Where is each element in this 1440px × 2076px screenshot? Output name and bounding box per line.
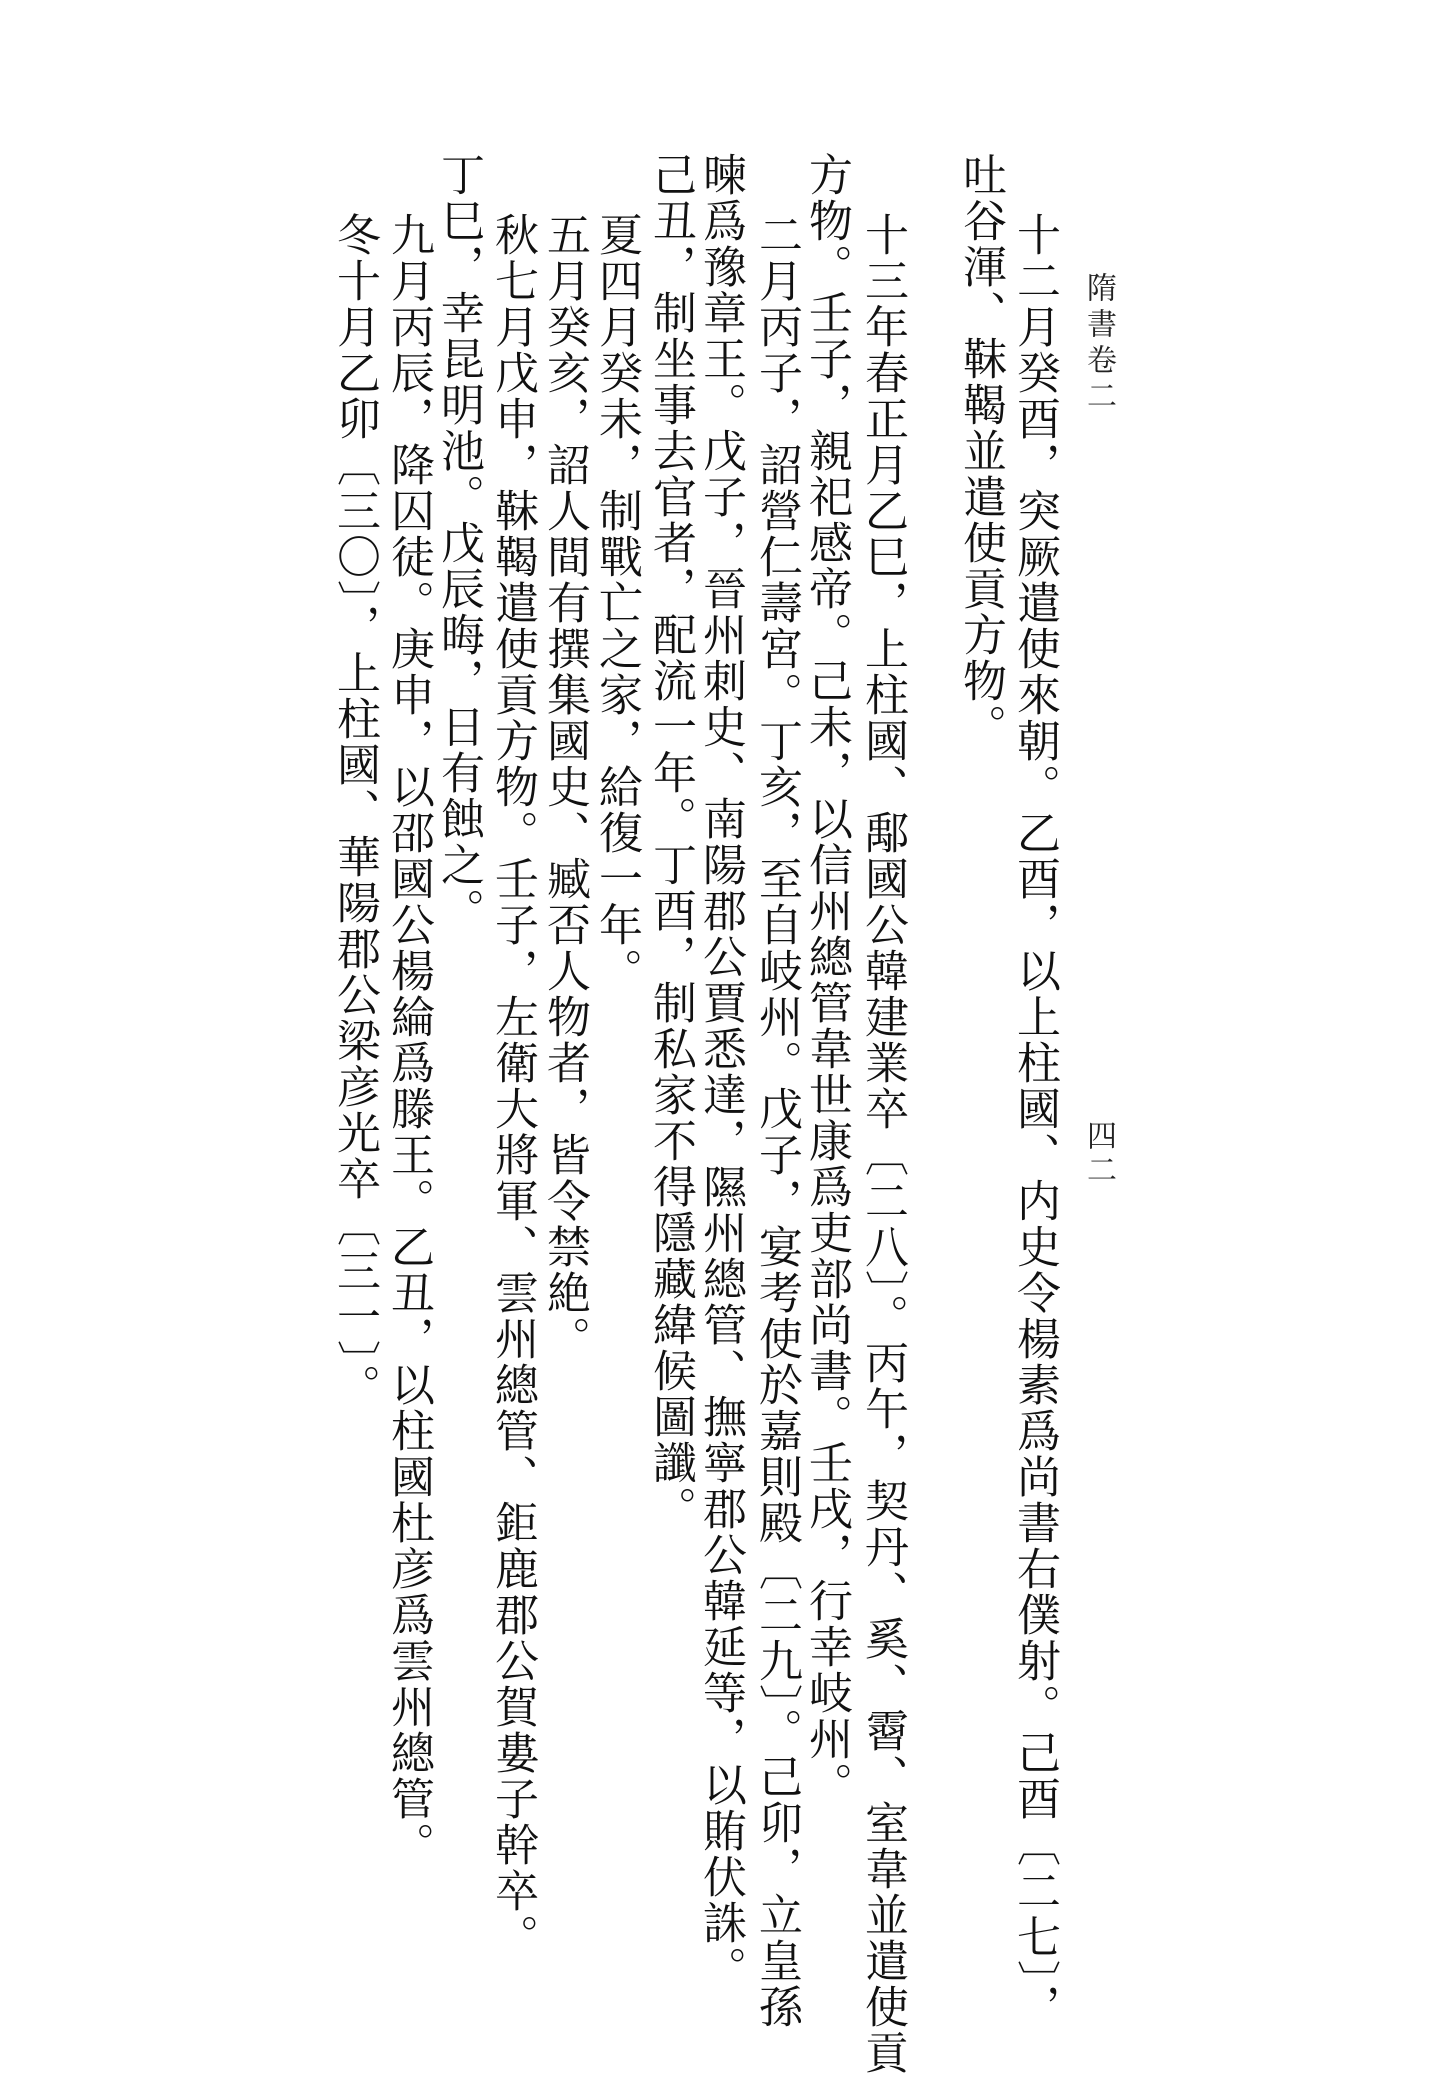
text-column: 二月丙子，詔營仁壽宮。丁亥，至自岐州。戊子，宴考使於嘉則殿〔二九〕。己卯，立皇孫	[751, 212, 802, 2030]
text-column: 暕爲豫章王。戊子，晉州刺史、南陽郡公賈悉達，隰州總管、撫寧郡公韓延等，以賄伏誅。	[695, 152, 746, 1992]
text-column: 方物。壬子，親祀感帝。己未，以信州總管韋世康爲吏部尚書。壬戌，行幸岐州。	[801, 152, 852, 1808]
text-column: 夏四月癸未，制戰亡之家，給復一年。	[591, 212, 642, 994]
running-header-title: 隋書卷二	[1081, 272, 1116, 416]
text-column: 九月丙辰，降囚徒。庚申，以邵國公楊綸爲滕王。乙丑，以柱國杜彦爲雲州總管。	[383, 212, 434, 1868]
text-column: 秋七月戊申，靺鞨遣使貢方物。壬子，左衛大將軍、雲州總管、鉅鹿郡公賀婁子幹卒。	[487, 212, 538, 1960]
text-column: 吐谷渾、靺鞨並遣使貢方物。	[955, 152, 1006, 750]
text-column: 十二月癸酉，突厥遣使來朝。乙酉，以上柱國、内史令楊素爲尚書右僕射。己酉〔二七〕，	[1009, 212, 1060, 2030]
text-column: 五月癸亥，詔人間有撰集國史、臧否人物者，皆令禁絶。	[539, 212, 590, 1362]
text-column: 丁巳，幸昆明池。戊辰晦，日有蝕之。	[433, 152, 484, 934]
text-column: 十三年春正月乙巳，上柱國、鄅國公韓建業卒〔二八〕。丙午，契丹、奚、霫、室韋並遣使貢	[857, 212, 908, 2076]
text-column: 冬十月乙卯〔三〇〕，上柱國、華陽郡公梁彦光卒〔三一〕。	[329, 212, 380, 1410]
page-number: 四二	[1081, 1120, 1116, 1188]
text-column: 己丑，制坐事去官者，配流一年。丁酉，制私家不得隱藏緯候圖讖。	[645, 152, 696, 1532]
